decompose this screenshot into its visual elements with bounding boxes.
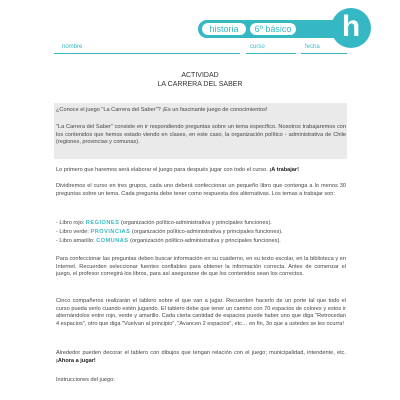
team-yellow-name: COMUNAS [96,238,129,244]
header-bar [198,20,342,38]
team-yellow [56,238,346,246]
date-line[interactable] [301,53,347,54]
date-label: fecha [305,44,320,50]
team-red-name: REGIONES [85,220,120,226]
logo-icon: h [331,8,371,48]
team-green [56,229,346,237]
name-line[interactable] [54,53,240,54]
intro-question: ¿Conoce el juego "La Carrera del Saber"? ¡Es un fascinante juego de conocimientos! [56,107,268,113]
course-line[interactable] [246,53,296,54]
team-red-prefix: - Libro rojo: [56,220,86,226]
grade-label: 6º básico [250,23,296,35]
paragraph-groups: Dividiremos el curso en tres grupos, cada uno deberá confeccionar un pequeño libro que contenga a lo menos 30 preguntas sobre un tema. Cada pregunta debe tener como respuesta dos alternativas. Los temas a trabajar son: [56,183,346,197]
paragraph-decorate-emph: ¡Ahora a jugar! [56,357,96,364]
paragraph-research: Para confeccionar las preguntas deben buscar información en su cuaderno, en su texto escolar, en la biblioteca y en Internet. Recuerden seleccionar fuentes confiables para obtener la información correcta. Antes de comenzar el juego, el profesor corregirá los libros, para así asegurarse de que los contenidos sean los correctos. [56,256,346,278]
paragraph-start-emph: ¡A trabajar! [269,167,299,173]
team-yellow-desc: (organización político-administrativa y principales funciones). [128,238,281,244]
team-green-name: PROVINCIAS [90,229,131,235]
paragraph-start-text: Lo primero que haremos será elaborar el juego para después jugar con todo el curso. [56,167,268,173]
paragraph-decorate-text: Alrededor pueden decorar el tablero con dibujos que tengan relación con el juego; municipalidad, intendente, etc. [56,350,346,356]
name-label: nombre [62,44,83,50]
paragraph-decorate [56,350,346,365]
paragraph-board: Cinco compañeros realizarán el tablero sobre el que van a jugar. Recuerden hacerlo de un porte tal que todo el curso pueda verlo cuando estén jugando. El tablero debe que tener un camino con 70 espacios de colores y estos ir alternándolos entre rojo, verde y amarillo. Cada cierta cantidad de espacios puede haber uno que diga "Retrocedan 4 espacios", otro que diga "Vuelvan al principio", "Avancen 2 espacios", etc… en fin, 3o que a ustedes se les ocurra! [56,298,346,328]
team-red-desc: (organización político-administrativa y principales funciones). [119,220,272,226]
paragraph-start [56,167,346,175]
activity-subtitle: LA CARRERA DEL SABER [157,81,243,88]
activity-title: ACTIVIDAD [181,72,219,79]
instructions-heading: Instrucciones del juego: [56,377,115,383]
team-red [56,220,346,228]
intro-description: "La Carrera del Saber" consiste en ir respondiendo preguntas sobre un tema específico. Nosotros trabajaremos con los contenidos que hemos estado viendo en clases, en este caso, la organización político - administrativa de Chile (regiones, provincias y comunas). [56,124,346,146]
course-label: curso [250,44,265,50]
team-green-prefix: - Libro verde: [56,229,91,235]
team-green-desc: (organización político-administrativa y principales funciones). [130,229,283,235]
subject-label: historia [202,23,246,35]
team-yellow-prefix: - Libro amarillo: [56,238,97,244]
